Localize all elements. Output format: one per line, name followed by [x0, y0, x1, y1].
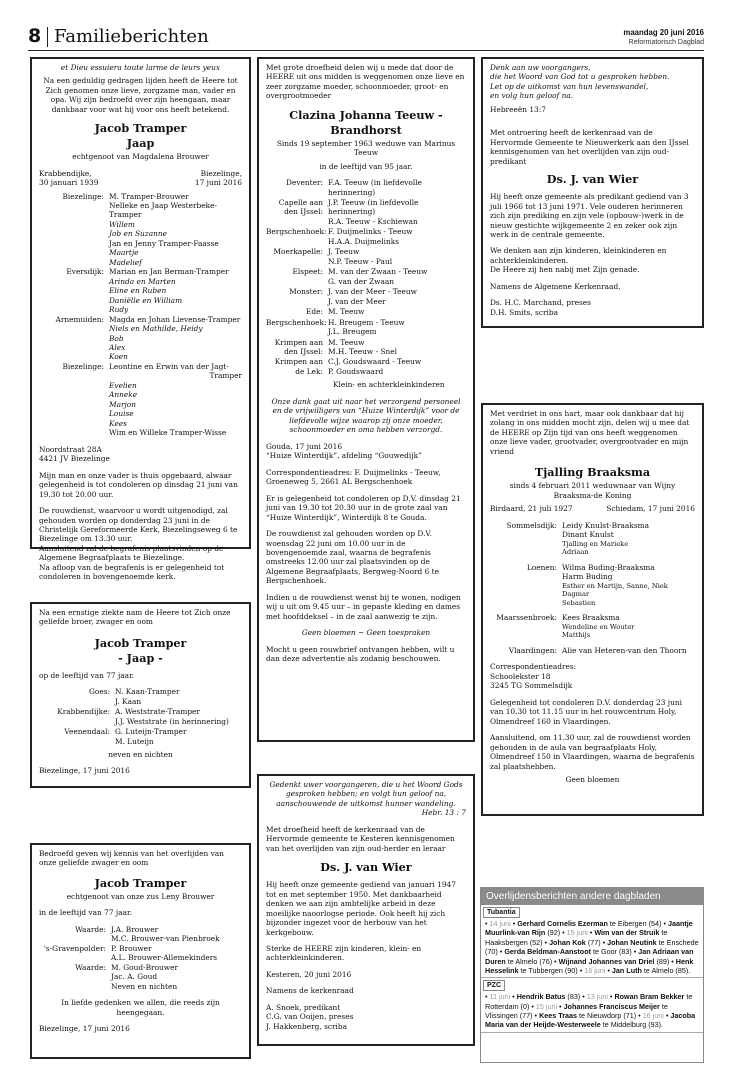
death-entry: • 14 juni • Gerhard Cornelis Ezerman te Eibergen (54) — [485, 919, 662, 929]
entry-place: te Enschede (70) — [485, 937, 699, 957]
paragraph: Aansluitend zal de begrafenis plaatsvinden op de Algemene Begraafplaats te Biezelinge. — [39, 543, 224, 563]
paragraph: Aansluitend, om 11.30 uur, zal de rouwdienst worden gehouden in de aula van begraafplaats Holy, Olmendreef 150 in Vlaardingen, waarna de begrafenis zal plaatshebben. — [490, 733, 695, 771]
family-member: F. Duijmelinks - Teeuw — [328, 227, 413, 237]
family-member: Daniëlle en William — [109, 295, 183, 305]
entry-date: 16 juni — [642, 1011, 664, 1021]
issue-date: maandag 20 juni 2016 — [623, 28, 704, 37]
entry-date: 15 juni — [535, 1001, 558, 1011]
family-names — [115, 687, 242, 706]
entry-place: te Middelburg (93). — [602, 1020, 664, 1030]
family-member: H.A.A. Duijmelinks — [328, 236, 399, 246]
family-place: Bergschenhoek: — [266, 317, 327, 327]
thanks-text: Onze dank gaat uit naar het verzorgend personeel en de vrijwilligers van “Huize Winterdijk” voor de liefdevolle wijze waarop zij onze moeder, schoonmoeder en oma hebben verzorgd. — [271, 396, 461, 435]
family-member: Wim en Willeke Tramper-Wisse — [109, 428, 227, 438]
family-member: Kees Braaksma — [562, 613, 620, 623]
deceased-name: Clazina Johanna Teeuw - — [289, 107, 443, 122]
family-names — [328, 247, 466, 266]
death-entry: • Henk Hesselink te Tubbergen (90) — [485, 956, 694, 975]
entry-name: Gerhard Cornelis Ezerman — [517, 919, 608, 929]
family-member: Jan en Jenny Tramper-Faasse — [109, 238, 219, 248]
family-member: Arinda en Marten — [109, 276, 176, 286]
family-member: M. Tramper-Brouwer — [109, 191, 189, 201]
entry-place: (83) — [567, 992, 581, 1002]
place-date: Kesteren, 20 juni 2016 — [266, 969, 352, 979]
family-names — [328, 267, 466, 286]
entry-name: Jan Luth — [611, 965, 642, 975]
family-member: Alie van Heteren-van den Thoorn — [562, 646, 687, 656]
death-entry: • Gerda Beldman-Aanstoot te Goor (83) — [499, 947, 632, 957]
correspondence-address: Correspondentieadres: F. Duijmelinks - Teeuw, Groeneweg 5, 2661 AL Bergschenhoek — [266, 467, 441, 487]
signature: A. Snoek, predikant — [266, 1002, 341, 1012]
family-list — [39, 925, 242, 991]
family-names — [562, 563, 695, 608]
family-group — [266, 178, 466, 197]
family-member: M. Teeuw — [328, 307, 365, 317]
family-member: Matthijs — [562, 631, 591, 640]
bible-quote: Gedenkt uwer voorgangeren, die u het Woord Gods gesproken hebben; en volgt hun geloof na, aanschouwende de uitkomst hunner wandeling. — [269, 780, 463, 808]
death-entries — [481, 992, 703, 1032]
entry-place: te Goor (83) — [592, 947, 632, 957]
birth-death-dates: 30 januari 1939 17 juni 2016 — [39, 178, 242, 188]
entry-date: 15 juni — [566, 928, 588, 938]
entry-name: Hendrik Batus — [516, 992, 566, 1002]
family-names — [111, 963, 242, 991]
death-entry: • Wijnand Johannes van Driel (89) — [554, 956, 670, 966]
family-list — [266, 178, 466, 376]
entry-place: te Almelo (76) — [507, 956, 553, 966]
intro-text: Met verdriet in ons hart, maar ook dankbaar dat hij zolang in ons midden mocht zijn, delen wij u mee dat de HEERE op Zijn tijd van ons heeft weggenomen onze lieve vader, grootvader, overgrootvader en mijn vriend — [490, 409, 690, 456]
entry-place: te Rotterdam (0) — [485, 992, 693, 1011]
page-number: 8 — [28, 25, 42, 47]
bible-quote-line: Let op de uitkomst van hun levenswandel, — [490, 81, 649, 91]
family-member: Dagmar — [562, 590, 590, 599]
intro-text: Na een ernstige ziekte nam de Heere tot Zich onze geliefde broer, zwager en oom — [39, 608, 231, 627]
family-member: Eline en Ruben — [109, 286, 167, 296]
family-group — [266, 198, 466, 226]
family-names — [109, 315, 242, 362]
family-member: N. Kaan-Tramper — [115, 687, 180, 697]
grandchildren-line: Klein- en achterkleinkinderen — [333, 380, 445, 390]
paragraph: Mocht u geen rouwbrief ontvangen hebben, wilt u dan deze advertentie als zodanig beschouwen. — [266, 644, 455, 664]
family-group — [490, 646, 695, 655]
family-member: Sebastien — [562, 598, 596, 607]
death-entry: • 15 juni • Johannes Franciscus Meijer te Vlissingen (77) — [485, 1001, 668, 1021]
family-member: J.P. Teeuw (in liefdevolle herinnering) — [328, 197, 419, 217]
family-member: Magda en Johan Lievense-Tramper — [109, 314, 241, 324]
family-member: G. van der Zwaan — [328, 276, 395, 286]
family-member: Tramper — [209, 371, 242, 381]
family-member: Rudy — [109, 305, 129, 315]
family-place: Bergschenhoek: — [266, 227, 327, 237]
entry-place: (89) — [656, 956, 670, 966]
entry-name: Rowan Bram Bekker — [614, 992, 685, 1002]
entry-name: Jacoba Maria van der Heijde-Westerweele — [485, 1011, 696, 1030]
family-member: A. Weststrate-Tramper — [115, 707, 200, 717]
family-member: Esther en Martijn, Sanne, Niek — [562, 581, 668, 590]
paragraph: De rouwdienst, waarvoor u wordt uitgenodigd, zal gehouden worden op donderdag 23 juni in de Christelijk Gereformeerde Kerk, Biezelingseweg 6 te Biezelinge om 13.30 uur. — [39, 506, 238, 544]
paragraph: Mijn man en onze vader is thuis opgebaard, alwaar gelegenheid is tot condoleren op dinsdag 21 juni van 19.30 tot 20.00 uur. — [39, 470, 238, 499]
death-entry: • 15 juni • Wim van der Struik te Haaksbergen (52) — [485, 928, 668, 947]
deceased-name: Ds. J. van Wier — [320, 860, 412, 875]
family-place: Biezelinge: — [62, 361, 104, 371]
family-member: Dinant Knulst — [562, 530, 614, 540]
family-list — [39, 192, 242, 438]
family-place: Arnemuiden: — [55, 314, 104, 324]
family-group — [39, 963, 242, 991]
family-place: Veenendaal: — [64, 727, 110, 737]
obituary-ds-van-wier-nieuwerkerk — [481, 57, 704, 328]
death-entry: • Jan Adriaan van Duren te Almelo (76) — [485, 947, 694, 966]
family-place: Monster: — [289, 287, 323, 297]
intro-text: Met droefheid heeft de kerkenraad van de Hervormde gemeente te Kesteren kennisgenomen van het overlijden van zijn oud-herder en leraar — [266, 824, 455, 853]
family-member: Harm Buding — [562, 572, 613, 582]
deceased-nickname: - Jaap - — [118, 650, 163, 665]
deceased-nickname: Jaap — [126, 136, 155, 151]
obituary-jacob-tramper-in-laws — [30, 843, 251, 1059]
family-names — [328, 307, 466, 316]
family-names — [328, 338, 466, 357]
publication-name: Reformatorisch Dagblad — [628, 39, 704, 46]
signed-line: Namens de kerkenraad — [266, 986, 354, 996]
family-names — [328, 227, 466, 246]
spouse-line: echtgenoot van onze zus Leny Brouwer — [66, 891, 215, 901]
flowers-line: Geen bloemen — [565, 775, 620, 785]
newspaper-groups — [481, 905, 703, 1033]
family-member: C.J. Goudswaard - Teeuw — [328, 357, 422, 367]
family-group — [490, 563, 695, 608]
family-member: M. Goud-Brouwer — [111, 962, 179, 972]
death-entry: • Jaantje Muurlink-van Rijn (92) — [485, 919, 693, 938]
family-member: Maartje — [109, 248, 139, 258]
family-place: Elspeet: — [292, 267, 323, 277]
death-entry: • Johan Neutink te Enschede (70) — [485, 937, 699, 957]
deceased-name: Tjalling Braaksma — [534, 465, 651, 480]
family-member: Adriaan — [562, 548, 589, 557]
family-names — [111, 944, 242, 963]
intro-text: Na een geduldig gedragen lijden heeft de Heere tot Zich genomen onze lieve, zorgzame man, vader en opa. Wij zijn bedroefd over zijn heengaan, maar dankbaar voor wat hij voor ons heeft betekend. — [43, 76, 238, 114]
entry-place: te Vlissingen (77) — [485, 1001, 668, 1021]
family-place: Capelle aan den IJssel: — [278, 197, 323, 217]
age-line: op de leeftijd van 77 jaar. — [39, 670, 135, 680]
family-place: Krimpen aan de Lek: — [274, 357, 323, 376]
family-group — [266, 357, 466, 376]
death-entry: • 13 juni • Rowan Bram Bekker te Rotterdam (0) — [485, 992, 693, 1011]
entry-name: Jaantje Muurlink-van Rijn — [485, 919, 693, 938]
family-group — [39, 267, 242, 314]
entry-place: te Eibergen (54) — [609, 919, 662, 929]
family-member: H. Breugem - Teeuw — [328, 317, 405, 327]
family-place: Deventer: — [286, 178, 323, 188]
entry-name: Johan Neutink — [607, 937, 657, 947]
death-entry: • 11 juni • Hendrik Batus (83) — [485, 992, 581, 1002]
entry-place: (77) — [587, 937, 601, 947]
family-place: Biezelinge: — [62, 191, 104, 201]
family-member: Marian en Jan Berman-Tramper — [109, 267, 229, 277]
home-line: “Huize Winterdijk”, afdeling “Gouwedijk” — [266, 451, 422, 461]
family-member: Tjalling en Marieke — [562, 539, 629, 548]
family-names — [562, 521, 695, 557]
family-names — [328, 357, 466, 376]
entry-name: Gerda Beldman-Aanstoot — [504, 947, 591, 957]
death-entry: • 16 juni • Jan Luth te Almelo (85). — [579, 965, 691, 975]
family-group — [39, 687, 242, 706]
family-member: J. Teeuw — [328, 247, 360, 257]
family-member: Alex — [109, 343, 126, 352]
death-entry: • Johan Kok (77) — [544, 937, 601, 947]
birth-death-places: Krabbendijke, Biezelinge, — [39, 168, 242, 178]
family-names — [115, 727, 242, 746]
address-line-2: 3245 TG Sommelsdijk — [490, 681, 573, 691]
deceased-name: Ds. J. van Wier — [546, 172, 639, 187]
family-names — [109, 267, 242, 314]
family-place: Loenen: — [526, 562, 557, 572]
family-member: P. Goudswaard — [328, 366, 384, 376]
place-date: Gouda, 17 juni 2016 — [266, 441, 343, 451]
family-place: Vlaardingen: — [508, 646, 557, 656]
intro-text: Bedroefd geven wij kennis van het overlijden van onze geliefde zwager en oom — [39, 849, 224, 868]
entry-name: Wim van der Struik — [594, 928, 660, 938]
family-names — [109, 362, 242, 438]
family-group — [39, 925, 242, 944]
family-names — [562, 646, 695, 655]
family-member: N.P. Teeuw - Paul — [328, 256, 393, 266]
family-names — [328, 198, 466, 226]
family-place: Ede: — [306, 307, 323, 317]
paragraph: Sterke de HEERE zijn kinderen, klein- en achterkleinkinderen. — [266, 943, 422, 963]
family-member: Bob — [109, 333, 124, 343]
family-group — [266, 247, 466, 266]
spouse-line: echtgenoot van Magdalena Brouwer — [72, 152, 209, 162]
family-member: Louise — [109, 409, 134, 419]
family-group — [266, 307, 466, 316]
family-names — [109, 192, 242, 268]
family-names — [328, 287, 466, 306]
deceased-name: Jacob Tramper — [94, 121, 187, 136]
entry-date: 16 juni — [584, 965, 606, 975]
family-group — [39, 944, 242, 963]
family-member: Marjon — [109, 399, 137, 409]
motto: et Dieu essuiera toute larme de leurs yeux — [60, 63, 221, 72]
paragraph: We denken aan zijn kinderen, kleinkinderen en achterkleinkinderen. — [490, 246, 667, 265]
entry-place: te Nieuwdorp (71) — [579, 1011, 637, 1021]
family-member: J. van der Meer - Teeuw — [328, 287, 417, 297]
family-group — [39, 362, 242, 438]
death-entry: • Kees Traas te Nieuwdorp (71) — [534, 1011, 637, 1021]
signature: C.G. van Ooijen, preses — [266, 1012, 354, 1022]
signed-line: Namens de Algemene Kerkenraad, — [490, 281, 621, 291]
family-names — [328, 318, 466, 337]
family-member: A.L. Brouwer-Allemekinders — [111, 953, 218, 963]
family-member: J. van der Meer — [328, 296, 386, 306]
bible-quote-line: en volg hun geloof na. — [490, 91, 574, 101]
death-entries — [481, 919, 703, 978]
address-line-1: Schoolekster 18 — [490, 671, 551, 681]
nephews-line: neven en nichten — [108, 749, 173, 759]
family-place: 's-Gravenpolder: — [43, 943, 106, 953]
family-member: Kees — [109, 418, 127, 428]
family-member: Anneke — [109, 390, 138, 400]
closing-line: In liefde gedenken we allen, die reeds zijn heengegaan. — [61, 998, 220, 1017]
paragraph: Hij heeft onze gemeente gediend van januari 1947 tot en met september 1950. Met dankbaarheid denken we aan zijn ambtelijke arbeid in deze moeilijke naoorlogse periode. Ook heeft hij zich bijzonder ingezet voor de herbouw van het kerkgebouw. — [266, 880, 456, 937]
signature: J. Hakkenberg, scriba — [266, 1021, 348, 1031]
family-member: Niels en Mathilde, Heidy — [109, 324, 203, 334]
family-member: P. Brouwer — [111, 943, 152, 953]
obituary-jacob-tramper-siblings — [30, 602, 251, 788]
family-group — [266, 338, 466, 357]
family-place: Waarde: — [75, 924, 106, 934]
family-member: Leontine en Erwin van der Jagt- — [109, 361, 229, 371]
family-member: J. Kaan — [115, 696, 142, 706]
family-group — [490, 521, 695, 557]
family-place: Eversdijk: — [66, 267, 104, 277]
family-member: M. Luteijn — [115, 736, 154, 746]
family-place: Waarde: — [75, 962, 106, 972]
family-group — [39, 192, 242, 268]
family-group — [266, 227, 466, 246]
family-names — [115, 707, 242, 726]
family-member: M. van der Zwaan - Teeuw — [328, 267, 428, 277]
age-line: in de leeftijd van 95 jaar. — [319, 161, 413, 171]
entry-place: te Haaksbergen (52) — [485, 928, 668, 947]
family-group — [266, 287, 466, 306]
family-member: M. Teeuw — [328, 337, 365, 347]
family-member: R.A. Teeuw - Kschiewan — [328, 216, 418, 226]
paragraph: Hij heeft onze gemeente als predikant gediend van 3 juli 1966 tot 13 juni 1971. Vele ouderen herinneren zich zijn prediking en zijn vele (opbouw-)werk in de nieuw gestichte wijkgemeente 2 en zeker ook zijn werk in de centrale gemeente. — [490, 192, 689, 239]
paragraph: Gelegenheid tot condoleren D.V. donderdag 23 juni van 10.30 tot 11.15 uur in het rouwcentrum Holy, Olmendreef 160 in Vlaardingen. — [490, 697, 682, 726]
entry-name: Johan Kok — [549, 937, 586, 947]
entry-place: (92) — [547, 928, 561, 938]
deceased-name-2: Brandhorst — [330, 122, 402, 137]
death-entry: • 16 juni • Jacoba Maria van der Heijde-Westerweele te Middelburg (93). — [485, 1011, 696, 1030]
page-header — [28, 25, 704, 51]
family-group — [266, 267, 466, 286]
family-member: Leidy Knulst-Braaksma — [562, 520, 650, 530]
family-member: M.H. Teeuw - Snel — [328, 347, 398, 356]
family-place: Krimpen aan den IJssel: — [274, 337, 323, 356]
paragraph: De Heere zij hen nabij met Zijn genade. — [490, 265, 640, 275]
family-member: Jac. A. Goud — [111, 972, 158, 982]
deceased-name: Jacob Tramper — [94, 635, 187, 650]
entry-name: Johannes Franciscus Meijer — [563, 1001, 660, 1011]
family-place: Moerkapelle: — [273, 247, 323, 257]
family-member: Madelief — [109, 257, 142, 267]
address-line-2: 4421 JV Biezelinge — [39, 454, 110, 464]
family-group — [266, 318, 466, 337]
place-date: Biezelinge, 17 juni 2016 — [39, 766, 130, 776]
entry-name: Henk Hesselink — [485, 956, 694, 975]
bible-quote-line: Denk aan uw voorgangers, — [490, 63, 591, 72]
entry-date: 14 juni — [489, 919, 511, 929]
family-place: Krabbendijke: — [57, 707, 110, 717]
birth-death-line: Birdaard, 21 juli 1927 Schiedam, 17 juni 2016 — [490, 504, 695, 514]
signature: D.H. Smits, scriba — [490, 307, 559, 317]
family-place: Maarssenbroek: — [496, 613, 557, 623]
bible-reference: Hebreeën 13:7 — [490, 104, 546, 114]
family-member: Nelleke en Jaap Westerbeke-Tramper — [109, 200, 217, 220]
paragraph: De rouwdienst zal gehouden worden op D.V. woensdag 22 juni om 10.00 uur in de bovengenoemde zaal, waarna de begrafenis omstreeks 12.00 uur zal plaatsvinden op de Algemene Begraafplaats, Bergweg-Noord 6 te Bergschenhoek. — [266, 529, 440, 586]
flowers-line: Geen bloemen ~ Geen toespraken — [301, 628, 431, 638]
entry-date: 11 juni — [489, 992, 511, 1002]
intro-text: Met ontroering heeft de kerkenraad van de Hervormde Gemeente te Nieuwerkerk aan den IJssel kennisgenomen van het overlijden van zijn oud-predikant — [490, 128, 689, 166]
paragraph: Indien u de rouwdienst wenst bij te wonen, nodigen wij u uit om 9.45 uur – in gepaste kleding en dames met hoofddeksel – in de zaal aanwezig te zijn. — [266, 592, 461, 621]
entry-name: Jan Adriaan van Duren — [485, 947, 694, 966]
bible-reference: Hebr. 13 : 7 — [421, 808, 466, 818]
obituary-tjalling-braaksma — [481, 403, 704, 816]
section-title: Overlijdensberichten andere dagbladen — [481, 888, 703, 905]
obituary-ds-van-wier-kesteren — [257, 774, 475, 1046]
paragraph: Na afloop van de begrafenis is er gelegenheid tot condoleren in bovengenoemde kerk. — [39, 562, 225, 582]
correspondence-label: Correspondentieadres: — [490, 662, 577, 672]
family-member: Wilma Buding-Braaksma — [562, 562, 655, 572]
newspaper-source: PZC — [483, 980, 505, 991]
age-line: in de leeftijd van 77 jaar. — [39, 908, 133, 918]
intro-text: Met grote droefheid delen wij u mede dat door de HEERE uit ons midden is weggenomen onze lieve en zeer zorgzame moeder, schoonmoeder, groot- en overgrootmoeder — [266, 63, 465, 101]
family-member: Job en Suzanne — [109, 229, 167, 239]
family-group — [39, 707, 242, 726]
widow-line: sinds 4 februari 2011 weduwnaar van Wijny Braaksma-de Koning — [509, 481, 676, 500]
bible-quote-line: die het Woord van God tot u gesproken hebben. — [490, 72, 670, 82]
obituary-jacob-tramper-family — [30, 57, 251, 582]
address-line-1: Noordstraat 28A — [39, 444, 102, 454]
family-member: J.J. Weststrate (in herinnering) — [115, 716, 229, 726]
place-date: Biezelinge, 17 juni 2016 — [39, 1023, 130, 1033]
family-member: Neven en nichten — [111, 981, 178, 991]
family-member: Willem — [109, 219, 135, 229]
entry-date: 13 juni — [586, 992, 608, 1002]
family-list — [39, 687, 242, 746]
family-place: Sommelsdijk: — [506, 520, 557, 530]
family-member: F.A. Teeuw (in liefdevolle herinnering) — [328, 178, 422, 197]
newspaper-source: Tubantia — [483, 907, 520, 918]
family-names — [111, 925, 242, 944]
entry-place: te Almelo (85). — [643, 965, 691, 975]
header-divider — [47, 27, 48, 47]
family-names — [328, 178, 466, 197]
family-member: Evelien — [109, 380, 137, 390]
entry-name: Kees Traas — [539, 1011, 578, 1021]
obituary-clazina-teeuw — [257, 57, 475, 742]
widow-line: Sinds 19 september 1963 weduwe van Marinus Teeuw — [276, 138, 456, 158]
paragraph: Er is gelegenheid tot condoleren op D.V. dinsdag 21 juni van 19.30 tot 20.30 uur in de grote zaal van “Huize Winterdijk”, Winterdijk 8 te Gouda. — [266, 493, 461, 522]
family-list — [490, 521, 695, 656]
family-names — [562, 613, 695, 640]
family-group — [39, 727, 242, 746]
family-place: Goes: — [88, 687, 110, 697]
family-member: M.C. Brouwer-van Pienbroek — [111, 934, 220, 944]
family-member: J.A. Brouwer — [111, 924, 159, 934]
family-member: Wendeline en Wouter — [562, 622, 635, 631]
family-group — [39, 315, 242, 362]
family-group — [490, 613, 695, 640]
family-member: G. Luteijn-Tramper — [115, 727, 187, 737]
entry-name: Wijnand Johannes van Driel — [558, 956, 655, 966]
family-member: J.L. Breugem — [328, 327, 377, 337]
section-title: Familieberichten — [54, 26, 209, 47]
signature: Ds. H.C. Marchand, preses — [490, 298, 591, 308]
deceased-name: Jacob Tramper — [94, 875, 187, 890]
other-newspapers-deaths — [480, 887, 704, 1063]
entry-place: te Tubbergen (90) — [520, 965, 578, 975]
family-member: Koen — [109, 352, 128, 362]
